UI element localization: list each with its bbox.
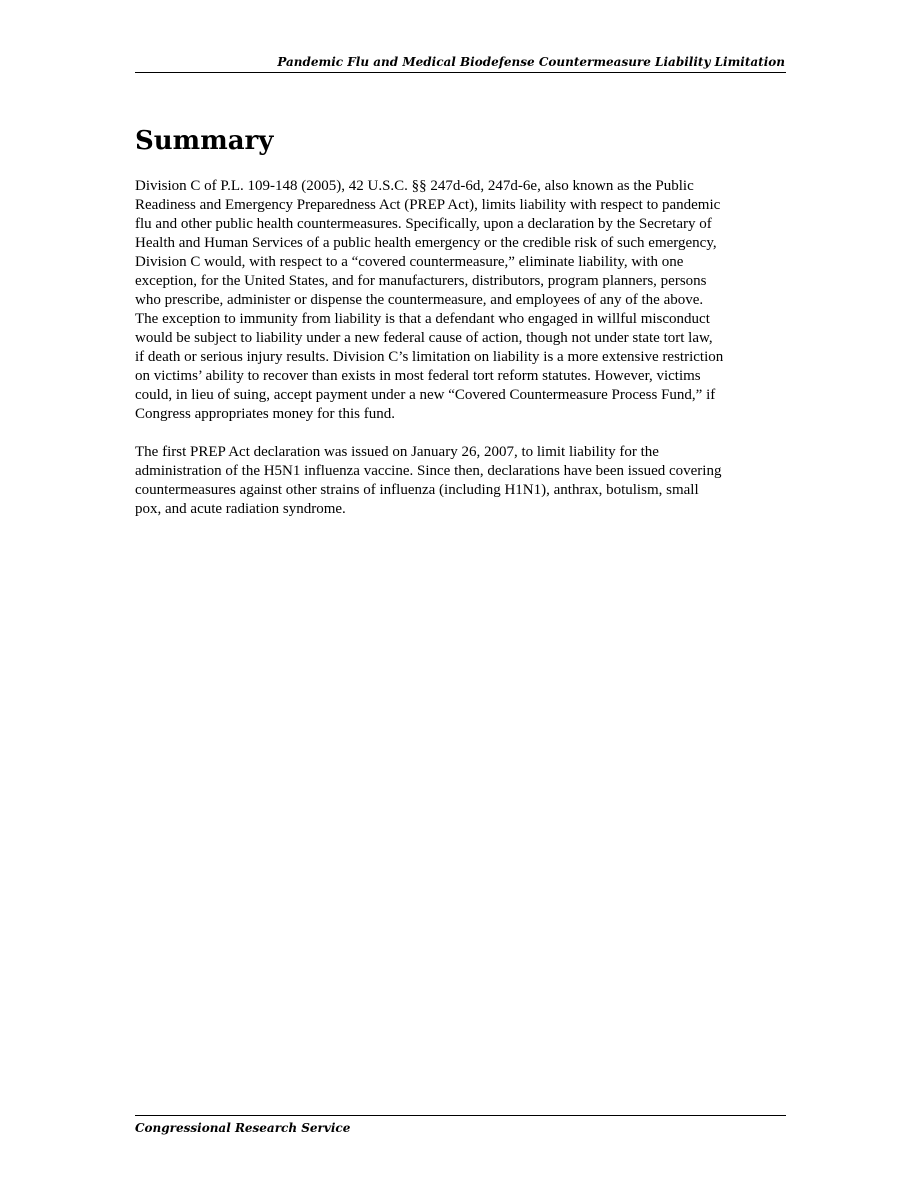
paragraph-line: flu and other public health countermeasures. Specifically, upon a declaration by the Secretary of [135,216,712,232]
paragraph-line: Readiness and Emergency Preparedness Act (PREP Act), limits liability with respect to pandemic [135,197,721,213]
paragraph-line: Health and Human Services of a public health emergency or the credible risk of such emergency, [135,235,717,251]
paragraph-line: administration of the H5N1 influenza vaccine. Since then, declarations have been issued covering [135,463,722,479]
footer-rule [135,1115,786,1116]
paragraph-line: The first PREP Act declaration was issued on January 26, 2007, to limit liability for the [135,444,659,460]
paragraph-line: Division C would, with respect to a “covered countermeasure,” eliminate liability, with one [135,254,684,270]
paragraph-line: who prescribe, administer or dispense the countermeasure, and employees of any of the above. [135,292,704,308]
paragraph-line: could, in lieu of suing, accept payment under a new “Covered Countermeasure Process Fund,” if [135,387,716,403]
paragraph-line: if death or serious injury results. Division C’s limitation on liability is a more extensive restriction [135,349,724,365]
running-header: Pandemic Flu and Medical Biodefense Countermeasure Liability Limitation [277,55,785,69]
paragraph-line: pox, and acute radiation syndrome. [135,501,346,517]
paragraph-line: Division C of P.L. 109-148 (2005), 42 U.S.C. §§ 247d-6d, 247d-6e, also known as the Public [135,178,694,194]
paragraph-line: on victims’ ability to recover than exists in most federal tort reform statutes. However, victims [135,368,701,384]
paragraph-line: The exception to immunity from liability is that a defendant who engaged in willful misconduct [135,311,710,327]
paragraph-line: would be subject to liability under a new federal cause of action, though not under state tort law, [135,330,713,346]
summary-paragraph-2 [135,443,787,519]
paragraph-line: countermeasures against other strains of influenza (including H1N1), anthrax, botulism, small [135,482,699,498]
header-rule [135,72,786,73]
section-title: Summary [135,126,274,156]
running-footer: Congressional Research Service [135,1121,351,1135]
paragraph-line: exception, for the United States, and for manufacturers, distributors, program planners, persons [135,273,707,289]
summary-paragraph-1 [135,177,787,424]
paragraph-line: Congress appropriates money for this fund. [135,406,395,422]
